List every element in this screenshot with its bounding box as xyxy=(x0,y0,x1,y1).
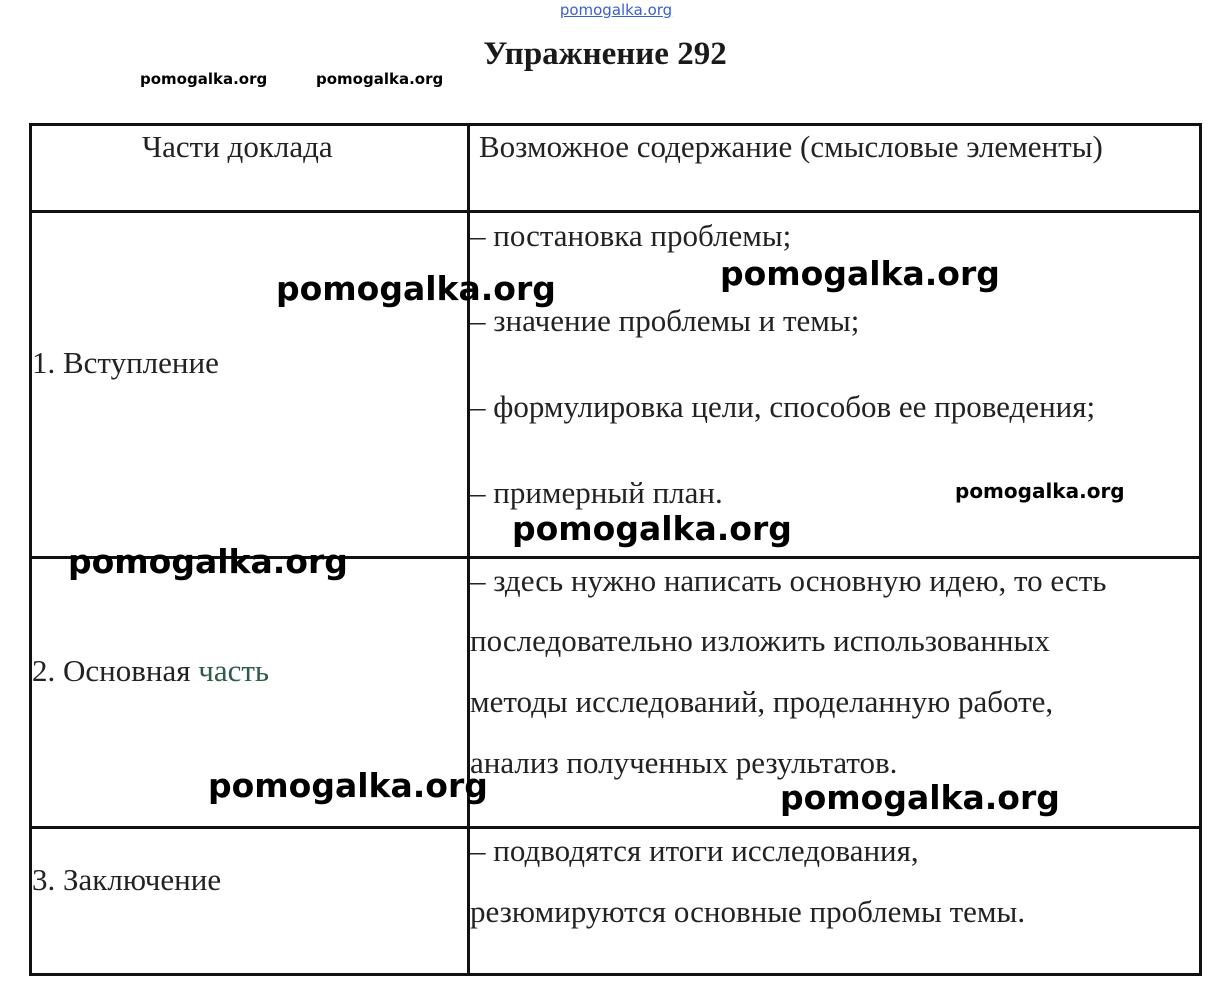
watermark: pomogalka.org xyxy=(720,254,1000,293)
watermark: pomogalka.org xyxy=(276,269,556,308)
row1-content-line1: – постановка проблемы; xyxy=(470,218,792,253)
page-title: Упражнение 292 xyxy=(483,36,727,72)
row2-part-prefix: 2. Основная xyxy=(32,653,199,688)
watermark: pomogalka.org xyxy=(140,70,268,88)
site-link[interactable]: pomogalka.org xyxy=(559,1,673,19)
row2-part xyxy=(32,655,269,686)
watermark: pomogalka.org xyxy=(780,778,1060,817)
table-border-bottom xyxy=(29,973,1202,976)
watermark: pomogalka.org xyxy=(316,70,444,88)
watermark: pomogalka.org xyxy=(208,766,488,805)
row2-content-line4: анализ полученных результатов. xyxy=(470,745,898,780)
watermark: pomogalka.org xyxy=(68,542,348,581)
row2-content-line2: последовательно изложить использованных xyxy=(470,623,1050,658)
row1-part: 1. Вступление xyxy=(32,345,219,380)
watermark: pomogalka.org xyxy=(512,509,792,548)
row3-content-line2: резюмируются основные проблемы темы. xyxy=(470,894,1026,929)
row1-content-line2: – значение проблемы и темы; xyxy=(470,303,860,338)
row2-content-line3: методы исследований, проделанную работе, xyxy=(470,684,1054,719)
table-border-right xyxy=(1199,123,1202,976)
row3-content-line1: – подводятся итоги исследования, xyxy=(470,833,919,868)
row1-content-line3: – формулировка цели, способов ее проведения; xyxy=(470,389,1096,424)
table-divider-row2 xyxy=(29,826,1202,829)
table-header-parts: Части доклада xyxy=(142,129,333,164)
table-border-top xyxy=(29,123,1202,126)
table-divider-header xyxy=(29,210,1202,213)
row2-content-line1: – здесь нужно написать основную идею, то есть xyxy=(470,563,1107,598)
row3-part: 3. Заключение xyxy=(32,862,222,897)
table-border-left xyxy=(29,123,32,976)
watermark: pomogalka.org xyxy=(955,479,1125,503)
table-header-content: Возможное содержание (смысловые элементы) xyxy=(479,129,1103,164)
row2-part-highlight[interactable]: часть xyxy=(198,653,270,688)
row1-content-line4: – примерный план. xyxy=(470,475,723,510)
